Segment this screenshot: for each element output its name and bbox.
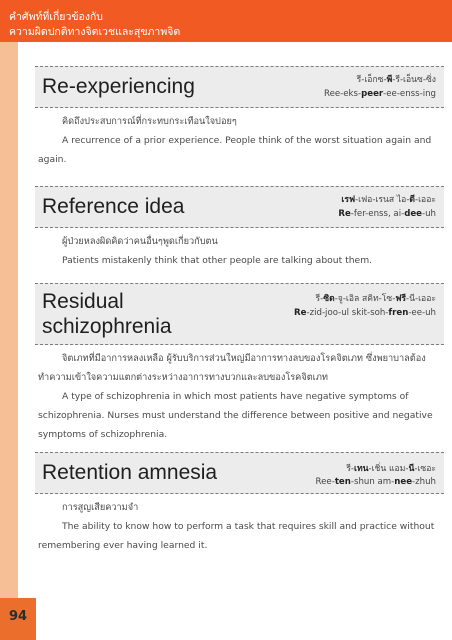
side-margin-bar: [0, 42, 18, 640]
pronunciation-thai: รี-เทน-เชิ่น แอม-นี-เซอะ: [346, 464, 436, 474]
definition-thai: จิตเภทที่มีอาการหลงเหลือ ผู้รับบริการส่วนใหญ่มีอาการทางลบของโรคจิตเภท ซึ่งพยาบาลต้องทำความเข้าใจความแตกต่างระหว่างอาการทางบวกและลบของโรคจิตเภท: [38, 353, 426, 383]
term-title: Retention amnesia: [42, 461, 218, 484]
term-title: Reference idea: [42, 195, 185, 218]
definition-thai: การสูญเสียความจำ: [62, 502, 139, 513]
definition: [38, 498, 440, 555]
chapter-header: [0, 0, 452, 42]
pronunciation-english: Ree-eks-peer-ee-enss-ing: [323, 89, 436, 99]
term-header-box: [35, 186, 444, 228]
pronunciation-thai: รี-ซิด-จู-เอิล สคิท-โซ-ฟรี-นี-เออะ: [315, 294, 436, 304]
definition-english: The ability to know how to perform a task that requires skill and practice without remembering ever having learned it.: [38, 521, 435, 551]
pronunciation-english: Re-zid-joo-ul skit-soh-fren-ee-uh: [294, 308, 436, 318]
term-title-line-2: schizophrenia: [42, 315, 172, 338]
definition-english: Patients mistakenly think that other people are talking about them.: [62, 255, 373, 266]
term-title-line-1: Residual: [42, 290, 124, 313]
definition-english: A type of schizophrenia in which most patients have negative symptoms of schizophrenia. Nurses must understand the difference between positive and negative symptoms of schizophrenia.: [38, 391, 433, 440]
definition: [38, 349, 440, 444]
definition-english: A recurrence of a prior experience. People think of the worst situation again and again.: [38, 135, 432, 165]
term-header-box: [35, 66, 444, 108]
pronunciation-thai: รี-เอ็กซ-พี-รี-เอ็นซ-ซิ่ง: [356, 75, 436, 85]
page-number: 94: [8, 609, 28, 624]
chapter-title-line-2: ความผิดปกติทางจิตเวชและสุขภาพจิต: [9, 26, 181, 38]
term-title: Re-experiencing: [42, 75, 195, 98]
definition-thai: ผู้ป่วยหลงผิดคิดว่าคนอื่นๆพูดเกี่ยวกับตน: [62, 236, 218, 247]
pronunciation-english: Ree-ten-shun am-nee-zhuh: [315, 477, 436, 487]
chapter-title-line-1: คำศัพท์ที่เกี่ยวข้องกับ: [9, 11, 103, 23]
term-header-box: [35, 283, 444, 345]
pronunciation-english: Re-fer-enss, ai-dee-uh: [338, 209, 436, 219]
pronunciation-thai: เรฟ-เฟอ-เรนส ไอ-ดี-เออะ: [341, 195, 436, 205]
definition: [38, 232, 440, 270]
definition-thai: คิดถึงประสบการณ์ที่กระทบกระเทือนใจบ่อยๆ: [62, 116, 237, 127]
definition: [38, 112, 440, 169]
term-header-box: [35, 452, 444, 494]
